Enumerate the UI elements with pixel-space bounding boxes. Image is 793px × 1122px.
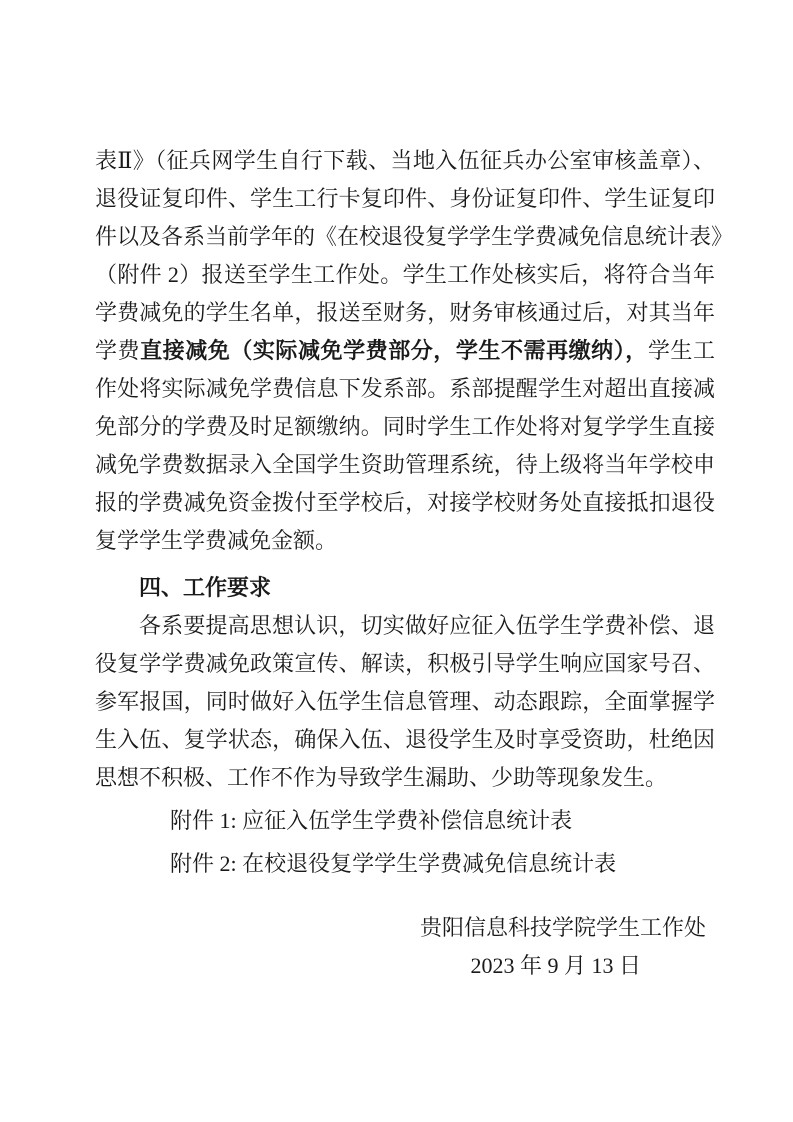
signature-org: 贵阳信息科技学院学生工作处 bbox=[419, 915, 706, 940]
text-line bbox=[95, 332, 715, 370]
text-segment: 学生工 bbox=[647, 338, 715, 363]
requirements-paragraph bbox=[95, 607, 715, 797]
text-line bbox=[95, 294, 715, 332]
document-content bbox=[95, 142, 734, 985]
text-line bbox=[95, 256, 715, 294]
text-line bbox=[95, 446, 715, 484]
main-paragraph bbox=[95, 142, 734, 560]
text-segment: 复学学生学费减免金额。 bbox=[95, 528, 338, 553]
text-segment: 学费减免的学生名单，报送至财务，财务审核通过后，对其当年 bbox=[95, 300, 715, 325]
text-segment: 役复学学费减免政策宣传、解读，积极引导学生响应国家号召、 bbox=[95, 651, 715, 676]
text-segment: 报的学费减免资金拨付至学校后，对接学校财务处直接抵扣退役 bbox=[95, 490, 715, 515]
text-line bbox=[95, 607, 715, 645]
text-line bbox=[95, 180, 715, 218]
text-segment: 表Ⅱ》（征兵网学生自行下载、当地入伍征兵办公室审核盖章）、 bbox=[95, 148, 715, 173]
section-heading: 四、工作要求 bbox=[139, 575, 272, 600]
signature-block bbox=[95, 909, 715, 985]
text-line bbox=[95, 721, 715, 759]
text-line bbox=[95, 645, 715, 683]
signature-date: 2023 年 9 月 13 日 bbox=[470, 953, 641, 978]
text-segment: 免部分的学费及时足额缴纳。同时学生工作处将对复学学生直接 bbox=[95, 414, 715, 439]
attachment-list bbox=[95, 799, 715, 885]
text-line bbox=[95, 484, 715, 522]
text-line bbox=[95, 218, 734, 256]
text-line bbox=[95, 370, 715, 408]
text-segment: 思想不积极、工作不作为导致学生漏助、少助等现象发生。 bbox=[95, 765, 668, 790]
text-line bbox=[95, 522, 715, 560]
emphasis-text: 直接减免（实际减免学费部分，学生不需再缴纳）， bbox=[140, 338, 648, 363]
attachment-item-2: 附件 2: 在校退役复学学生学费减免信息统计表 bbox=[170, 851, 617, 876]
text-segment: 学费 bbox=[95, 338, 141, 363]
text-segment: 减免学费数据录入全国学生资助管理系统，待上级将当年学校申 bbox=[95, 452, 715, 477]
text-segment: 作处将实际减免学费信息下发系部。系部提醒学生对超出直接减 bbox=[95, 376, 715, 401]
text-segment: 各系要提高思想认识，切实做好应征入伍学生学费补偿、退 bbox=[139, 613, 715, 638]
text-line bbox=[95, 142, 715, 180]
text-segment: 件以及各系当前学年的《在校退役复学学生学费减免信息统计表》 bbox=[95, 224, 734, 249]
text-segment: 生入伍、复学状态，确保入伍、退役学生及时享受资助，杜绝因 bbox=[95, 727, 715, 752]
text-segment: 参军报国，同时做好入伍学生信息管理、动态跟踪，全面掌握学 bbox=[95, 689, 715, 714]
text-line bbox=[95, 683, 715, 721]
text-segment: 退役证复印件、学生工行卡复印件、身份证复印件、学生证复印 bbox=[95, 186, 715, 211]
text-line bbox=[95, 408, 715, 446]
text-segment: （附件 2）报送至学生工作处。学生工作处核实后，将符合当年 bbox=[95, 262, 715, 287]
text-line bbox=[95, 759, 715, 797]
attachment-item-1: 附件 1: 应征入伍学生学费补偿信息统计表 bbox=[170, 808, 573, 833]
